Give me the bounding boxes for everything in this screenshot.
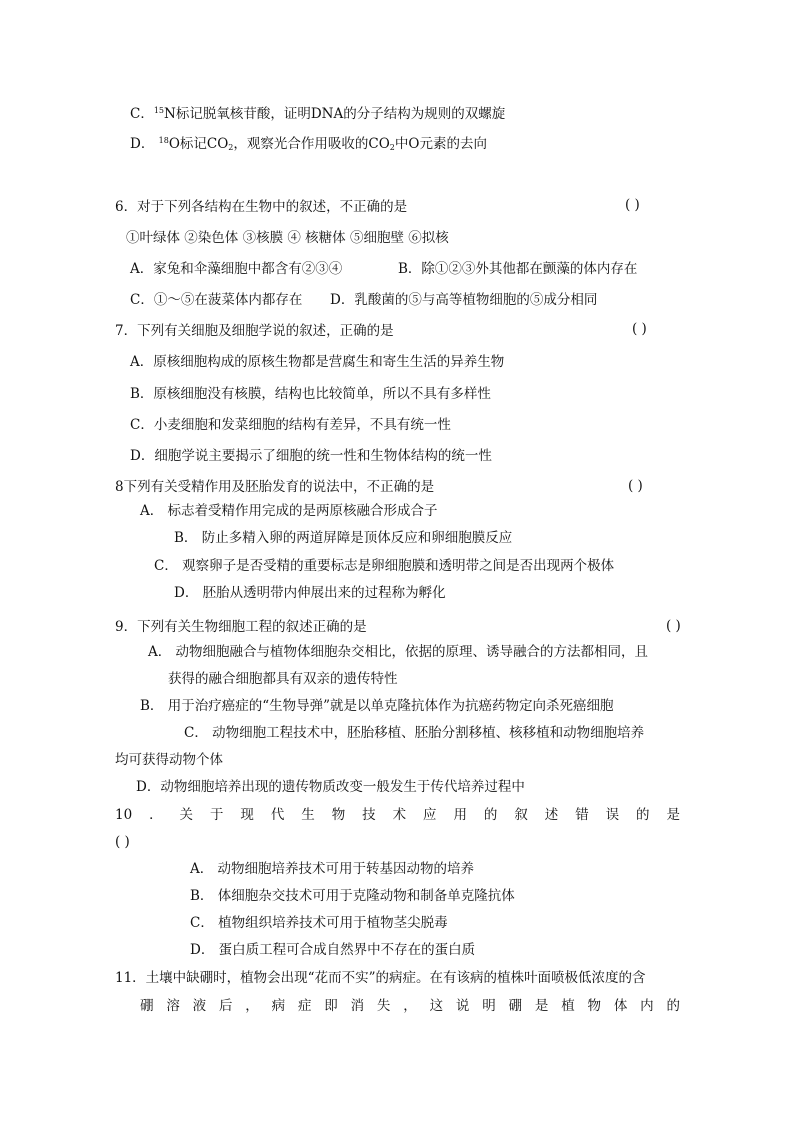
q8-answer-blank: ( ) (628, 478, 643, 494)
q6-option-a: A．家兔和伞藻细胞中都含有②③④ (130, 261, 343, 277)
q9-option-b: B． 用于治疗癌症的“生物导弹”就是以单克隆抗体作为抗癌药物定向杀死癌细胞 (140, 698, 614, 714)
q7-option-a: A．原核细胞构成的原核生物都是营腐生和寄生生活的异养生物 (130, 354, 505, 370)
q9-option-d: D．动物细胞培养出现的遗传物质改变一般发生于传代培养过程中 (136, 779, 525, 795)
q7-option-b: B．原核细胞没有核膜，结构也比较简单，所以不具有多样性 (130, 386, 491, 402)
q10-option-c: C． 植物组织培养技术可用于植物茎尖脱毒 (190, 915, 448, 931)
q5-option-c: C．$^{15}$N标记脱氧核苷酸，证明DNA的分子结构为规则的双螺旋 (130, 106, 506, 122)
q9-option-c-line2: 均可获得动物个体 (115, 752, 223, 768)
q6-option-d: D．乳酸菌的⑤与高等植物细胞的⑤成分相同 (330, 292, 598, 308)
q8-option-a: A． 标志着受精作用完成的是两原核融合形成合子 (140, 503, 438, 519)
q6-option-b: B．除①②③外其他都在颤藻的体内存在 (398, 261, 638, 277)
q10-option-d: D． 蛋白质工程可合成自然界中不存在的蛋白质 (190, 942, 476, 958)
q9-option-a-line2: 获得的融合细胞都具有双亲的遗传特性 (168, 671, 398, 687)
q6-structure-list: ①叶绿体 ②染色体 ③核膜 ④ 核糖体 ⑤细胞壁 ⑥拟核 (126, 230, 449, 246)
q7-option-d: D．细胞学说主要揭示了细胞的统一性和生物体结构的统一性 (130, 448, 492, 464)
q9-option-a-line1: A． 动物细胞融合与植物体细胞杂交相比，依据的原理、诱导融合的方法都相同，且 (148, 644, 649, 660)
q6-stem: 6．对于下列各结构在生物中的叙述，不正确的是 (115, 199, 408, 215)
q5-option-d: D． $^{18}$O标记$CO_2$，观察光合作用吸收的$CO_2$中O元素的去向 (130, 136, 487, 152)
q9-option-c-line1: C． 动物细胞工程技术中，胚胎移植、胚胎分割移植、核移植和动物细胞培养 (184, 725, 645, 741)
q9-stem: 9．下列有关生物细胞工程的叙述正确的是 (115, 619, 367, 635)
q8-option-d: D． 胚胎从透明带内伸展出来的过程称为孵化 (174, 585, 446, 601)
q8-option-b: B． 防止多精入卵的两道屏障是顶体反应和卵细胞膜反应 (174, 530, 513, 546)
q10-answer-blank: ( ) (115, 834, 130, 850)
q7-option-c: C．小麦细胞和发菜细胞的结构有差异，不具有统一性 (130, 417, 451, 433)
q9-answer-blank: ( ) (666, 618, 681, 634)
q8-option-c: C． 观察卵子是否受精的重要标志是卵细胞膜和透明带之间是否出现两个极体 (154, 558, 615, 574)
q7-stem: 7．下列有关细胞及细胞学说的叙述，正确的是 (115, 323, 394, 339)
q6-answer-blank: ( ) (625, 197, 640, 213)
q7-answer-blank: ( ) (632, 321, 647, 337)
q10-option-b: B． 体细胞杂交技术可用于克隆动物和制备单克隆抗体 (190, 888, 515, 904)
q10-stem: 10．关于现代生物技术应用的叙述错误的是 (115, 807, 680, 823)
q6-option-c: C．①～⑤在菠菜体内都存在 (130, 292, 303, 308)
q11-stem-line1: 11．土壤中缺硼时，植物会出现“花而不实”的病症。在有该病的植株叶面喷极低浓度的含 (115, 970, 646, 986)
q8-stem: 8下列有关受精作用及胚胎发育的说法中，不正确的是 (115, 479, 435, 495)
q10-option-a: A． 动物细胞培养技术可用于转基因动物的培养 (190, 861, 475, 877)
q11-stem-line2: 硼溶液后，病症即消失，这说明硼是植物体内的 (140, 998, 680, 1014)
